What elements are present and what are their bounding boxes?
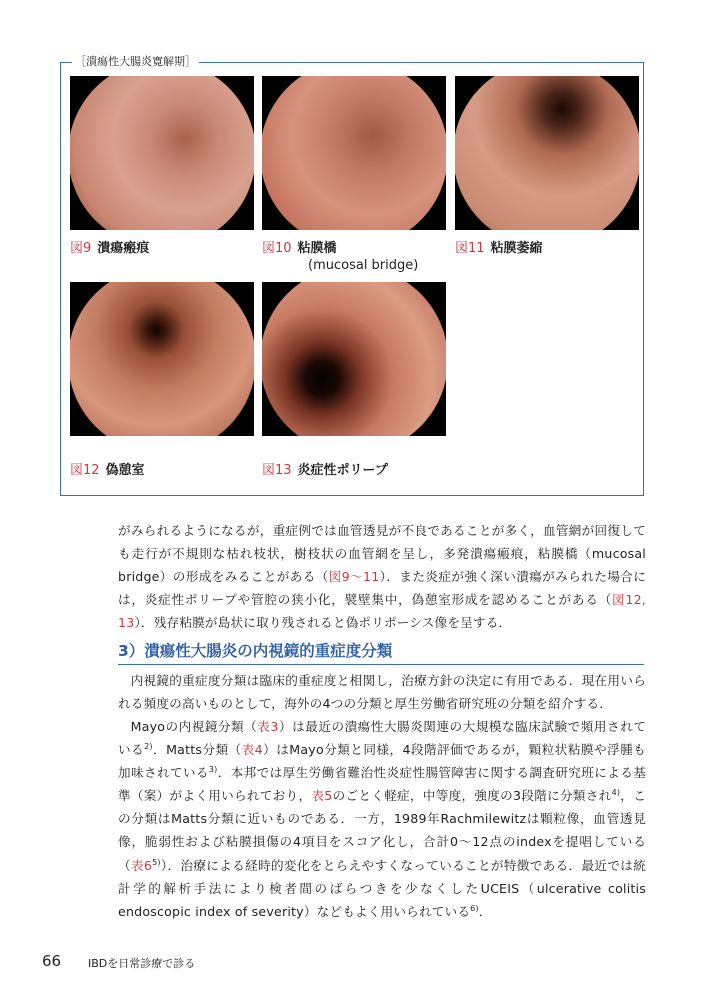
figure-reference[interactable]: 図9〜11: [328, 569, 380, 585]
endoscopy-image-fig12: [70, 282, 254, 436]
table-reference[interactable]: 表3: [257, 719, 279, 734]
citation: 2): [144, 741, 153, 751]
table-reference[interactable]: 表5: [311, 788, 333, 804]
table-reference[interactable]: 表6: [130, 857, 153, 873]
body-paragraph-3: Mayoの内視鏡分類（表3）は最近の潰瘍性大腸炎関連の大規模な臨床試験で頻用されている$^{2)}$．Matts分類（表4）はMayo分類と同様，4段階評価であるが，顆粒状粘膜や浮腫も加味されている$^{3)}$．本邦では厚生労働省難治性炎症性腸管障害に関する調査研究班による基準（案）がよく用いられており，表5のごとく軽症，中等度，強度の3段階に分類され$^{4)}$，この分類はMatts分類に近いものである．一方，1989年Rachmilewitzは顆粒像，血管透見像，脆弱性および粘膜損傷の4項目をスコア化し，合計0〜12点のindexを提唱している（表6$^{5)}$）．治療による経時的変化をとらえやすくなっていることが特徴である．最近では統計学的解析手法により検者間のばらつきを少なくしたUCEIS（ulcerative colitis endoscopic index of severity）などもよく用いられている$^{6)}$．: [118, 719, 646, 919]
citation: 4): [611, 788, 621, 798]
citation: 5): [152, 857, 161, 867]
caption-fig11: 図11 粘膜萎縮: [455, 241, 543, 256]
endoscopy-image-fig10: [262, 76, 446, 230]
caption-fig9: 図9 潰瘍瘢痕: [70, 241, 150, 256]
figure-reference[interactable]: 図12, 13: [118, 592, 646, 631]
citation: 3): [208, 765, 218, 774]
table-reference[interactable]: 表4: [241, 742, 263, 758]
endoscopy-image-fig9: [70, 76, 254, 230]
body-paragraph-1: がみられるようになるが，重症例では血管透見が不良であることが多く，血管網が回復しても走行が不規則な枯れ枝状，樹枝状の血管網を呈し，多発潰瘍瘢痕，粘膜橋（mucosal bridge）の形成をみることがある（図9〜11）．また炎症が強く深い潰瘍がみられた場合には，炎症性ポリープや管腔の狭小化，襞壁集中，偽憩室形成を認めることがある（図12, 13）．残存粘膜が島状に取り残されると偽ポリポーシス像を呈する．: [118, 523, 646, 631]
caption-fig10: 図10 粘膜橋 (mucosal bridge): [262, 241, 419, 273]
endoscopy-image-fig13: [262, 282, 446, 436]
figure-box-label: ［潰瘍性大腸炎寛解期］: [72, 55, 199, 69]
caption-fig13: 図13 炎症性ポリープ: [262, 463, 388, 478]
running-title: IBDを日常診療で診る: [88, 957, 196, 970]
page-number: 66: [42, 952, 62, 970]
body-paragraph-2: 内視鏡的重症度分類は臨床的重症度と相関し，治療方針の決定に有用である．現在用いられる頻度の高いものとして，海外の4つの分類と厚生労働省研究班の分類を紹介する．: [118, 673, 646, 712]
citation: 6): [470, 903, 479, 913]
caption-fig12: 図12 偽憩室: [70, 463, 145, 478]
endoscopy-image-fig11: [455, 76, 639, 230]
section-heading: 3）潰瘍性大腸炎の内視鏡的重症度分類: [118, 640, 644, 665]
